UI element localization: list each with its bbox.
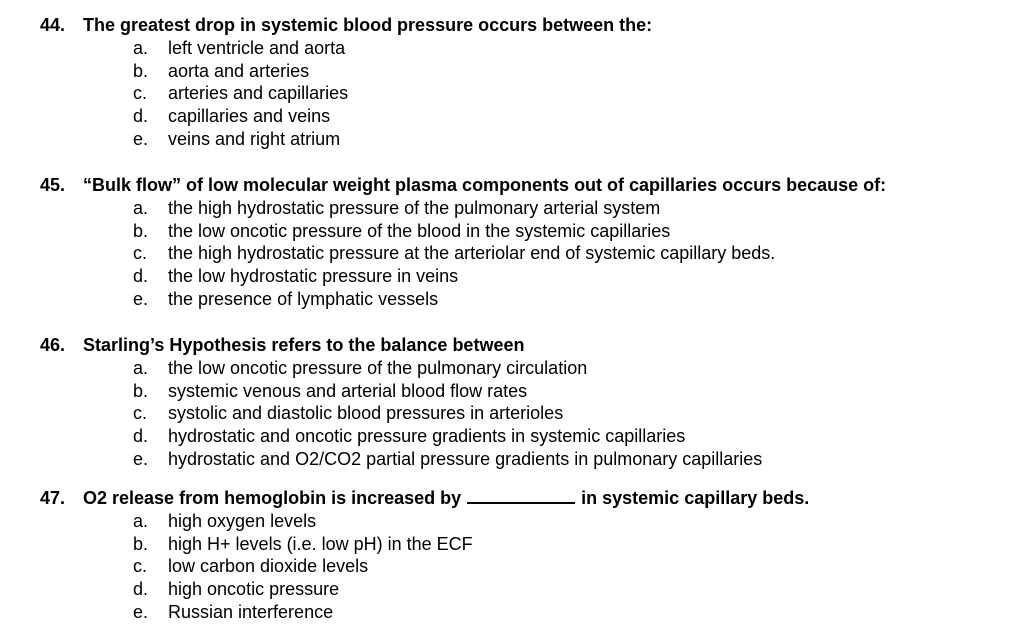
option-text: the high hydrostatic pressure at the arteriolar end of systemic capillary beds.	[168, 243, 776, 264]
question-stem	[40, 333, 1010, 357]
question-number: 47.	[40, 488, 66, 508]
option-letter: c.	[133, 403, 148, 424]
option-text: the presence of lymphatic vessels	[168, 288, 439, 309]
option-text: left ventricle and aorta	[168, 38, 346, 58]
option-text: the high hydrostatic pressure of the pulmonary arterial system	[168, 198, 661, 218]
option-text: arteries and capillaries	[168, 83, 349, 104]
question-stem	[40, 173, 1010, 197]
option-text: veins and right atrium	[168, 128, 341, 149]
option-d	[40, 105, 1010, 128]
question-number: 45.	[40, 175, 66, 195]
option-letter: a.	[133, 38, 149, 58]
option-text: the low oncotic pressure of the pulmonary circulation	[168, 358, 588, 378]
option-letter: e.	[133, 128, 149, 149]
option-d	[40, 578, 1010, 601]
question-text-after-blank: in systemic capillary beds.	[581, 488, 810, 508]
option-letter: e.	[133, 601, 149, 622]
option-e	[40, 128, 1010, 151]
option-text: hydrostatic and O2/CO2 partial pressure gradients in pulmonary capillaries	[168, 448, 763, 469]
option-c	[40, 402, 1010, 425]
option-a	[40, 357, 1010, 380]
option-b	[40, 380, 1010, 403]
question-stem	[40, 486, 1010, 510]
option-letter: a.	[133, 358, 149, 378]
option-d	[40, 265, 1010, 288]
option-letter: e.	[133, 288, 149, 309]
option-text: low carbon dioxide levels	[168, 556, 369, 577]
question-46	[40, 333, 1010, 470]
option-e	[40, 601, 1010, 624]
question-text: “Bulk flow” of low molecular weight plasma components out of capillaries occurs because of:	[83, 175, 887, 195]
option-text: high oncotic pressure	[168, 579, 340, 600]
option-letter: d.	[133, 426, 149, 447]
option-letter: b.	[133, 220, 149, 241]
question-stem	[40, 13, 1010, 37]
question-text: The greatest drop in systemic blood pressure occurs between the:	[83, 15, 653, 35]
option-letter: c.	[133, 83, 148, 104]
option-d	[40, 425, 1010, 448]
option-letter: d.	[133, 266, 149, 287]
option-text: systemic venous and arterial blood flow rates	[168, 380, 528, 401]
option-c	[40, 242, 1010, 265]
option-text: capillaries and veins	[168, 106, 331, 127]
option-letter: c.	[133, 556, 148, 577]
option-text: aorta and arteries	[168, 60, 310, 81]
option-b	[40, 220, 1010, 243]
question-47	[40, 486, 1010, 623]
option-a	[40, 37, 1010, 60]
option-letter: d.	[133, 579, 149, 600]
option-c	[40, 82, 1010, 105]
option-text: systolic and diastolic blood pressures in arterioles	[168, 403, 564, 424]
option-text: high oxygen levels	[168, 511, 317, 531]
option-a	[40, 197, 1010, 220]
fill-in-blank	[467, 486, 575, 504]
option-text: Russian interference	[168, 601, 334, 622]
option-letter: d.	[133, 106, 149, 127]
option-text: high H+ levels (i.e. low pH) in the ECF	[168, 533, 473, 554]
question-number: 44.	[40, 15, 66, 35]
option-letter: a.	[133, 198, 149, 218]
option-letter: b.	[133, 60, 149, 81]
option-a	[40, 510, 1010, 533]
option-text: the low oncotic pressure of the blood in the systemic capillaries	[168, 220, 671, 241]
option-letter: e.	[133, 448, 149, 469]
option-letter: b.	[133, 380, 149, 401]
option-text: hydrostatic and oncotic pressure gradients in systemic capillaries	[168, 426, 686, 447]
option-letter: c.	[133, 243, 148, 264]
option-b	[40, 533, 1010, 556]
option-letter: a.	[133, 511, 149, 531]
option-c	[40, 555, 1010, 578]
option-text: the low hydrostatic pressure in veins	[168, 266, 459, 287]
question-text-before-blank: O2 release from hemoglobin is increased by	[83, 488, 462, 508]
option-b	[40, 60, 1010, 83]
question-45	[40, 173, 1010, 310]
option-e	[40, 448, 1010, 471]
question-44	[40, 13, 1010, 150]
question-number: 46.	[40, 335, 66, 355]
option-letter: b.	[133, 533, 149, 554]
question-text: Starling’s Hypothesis refers to the balance between	[83, 335, 525, 355]
option-e	[40, 288, 1010, 311]
